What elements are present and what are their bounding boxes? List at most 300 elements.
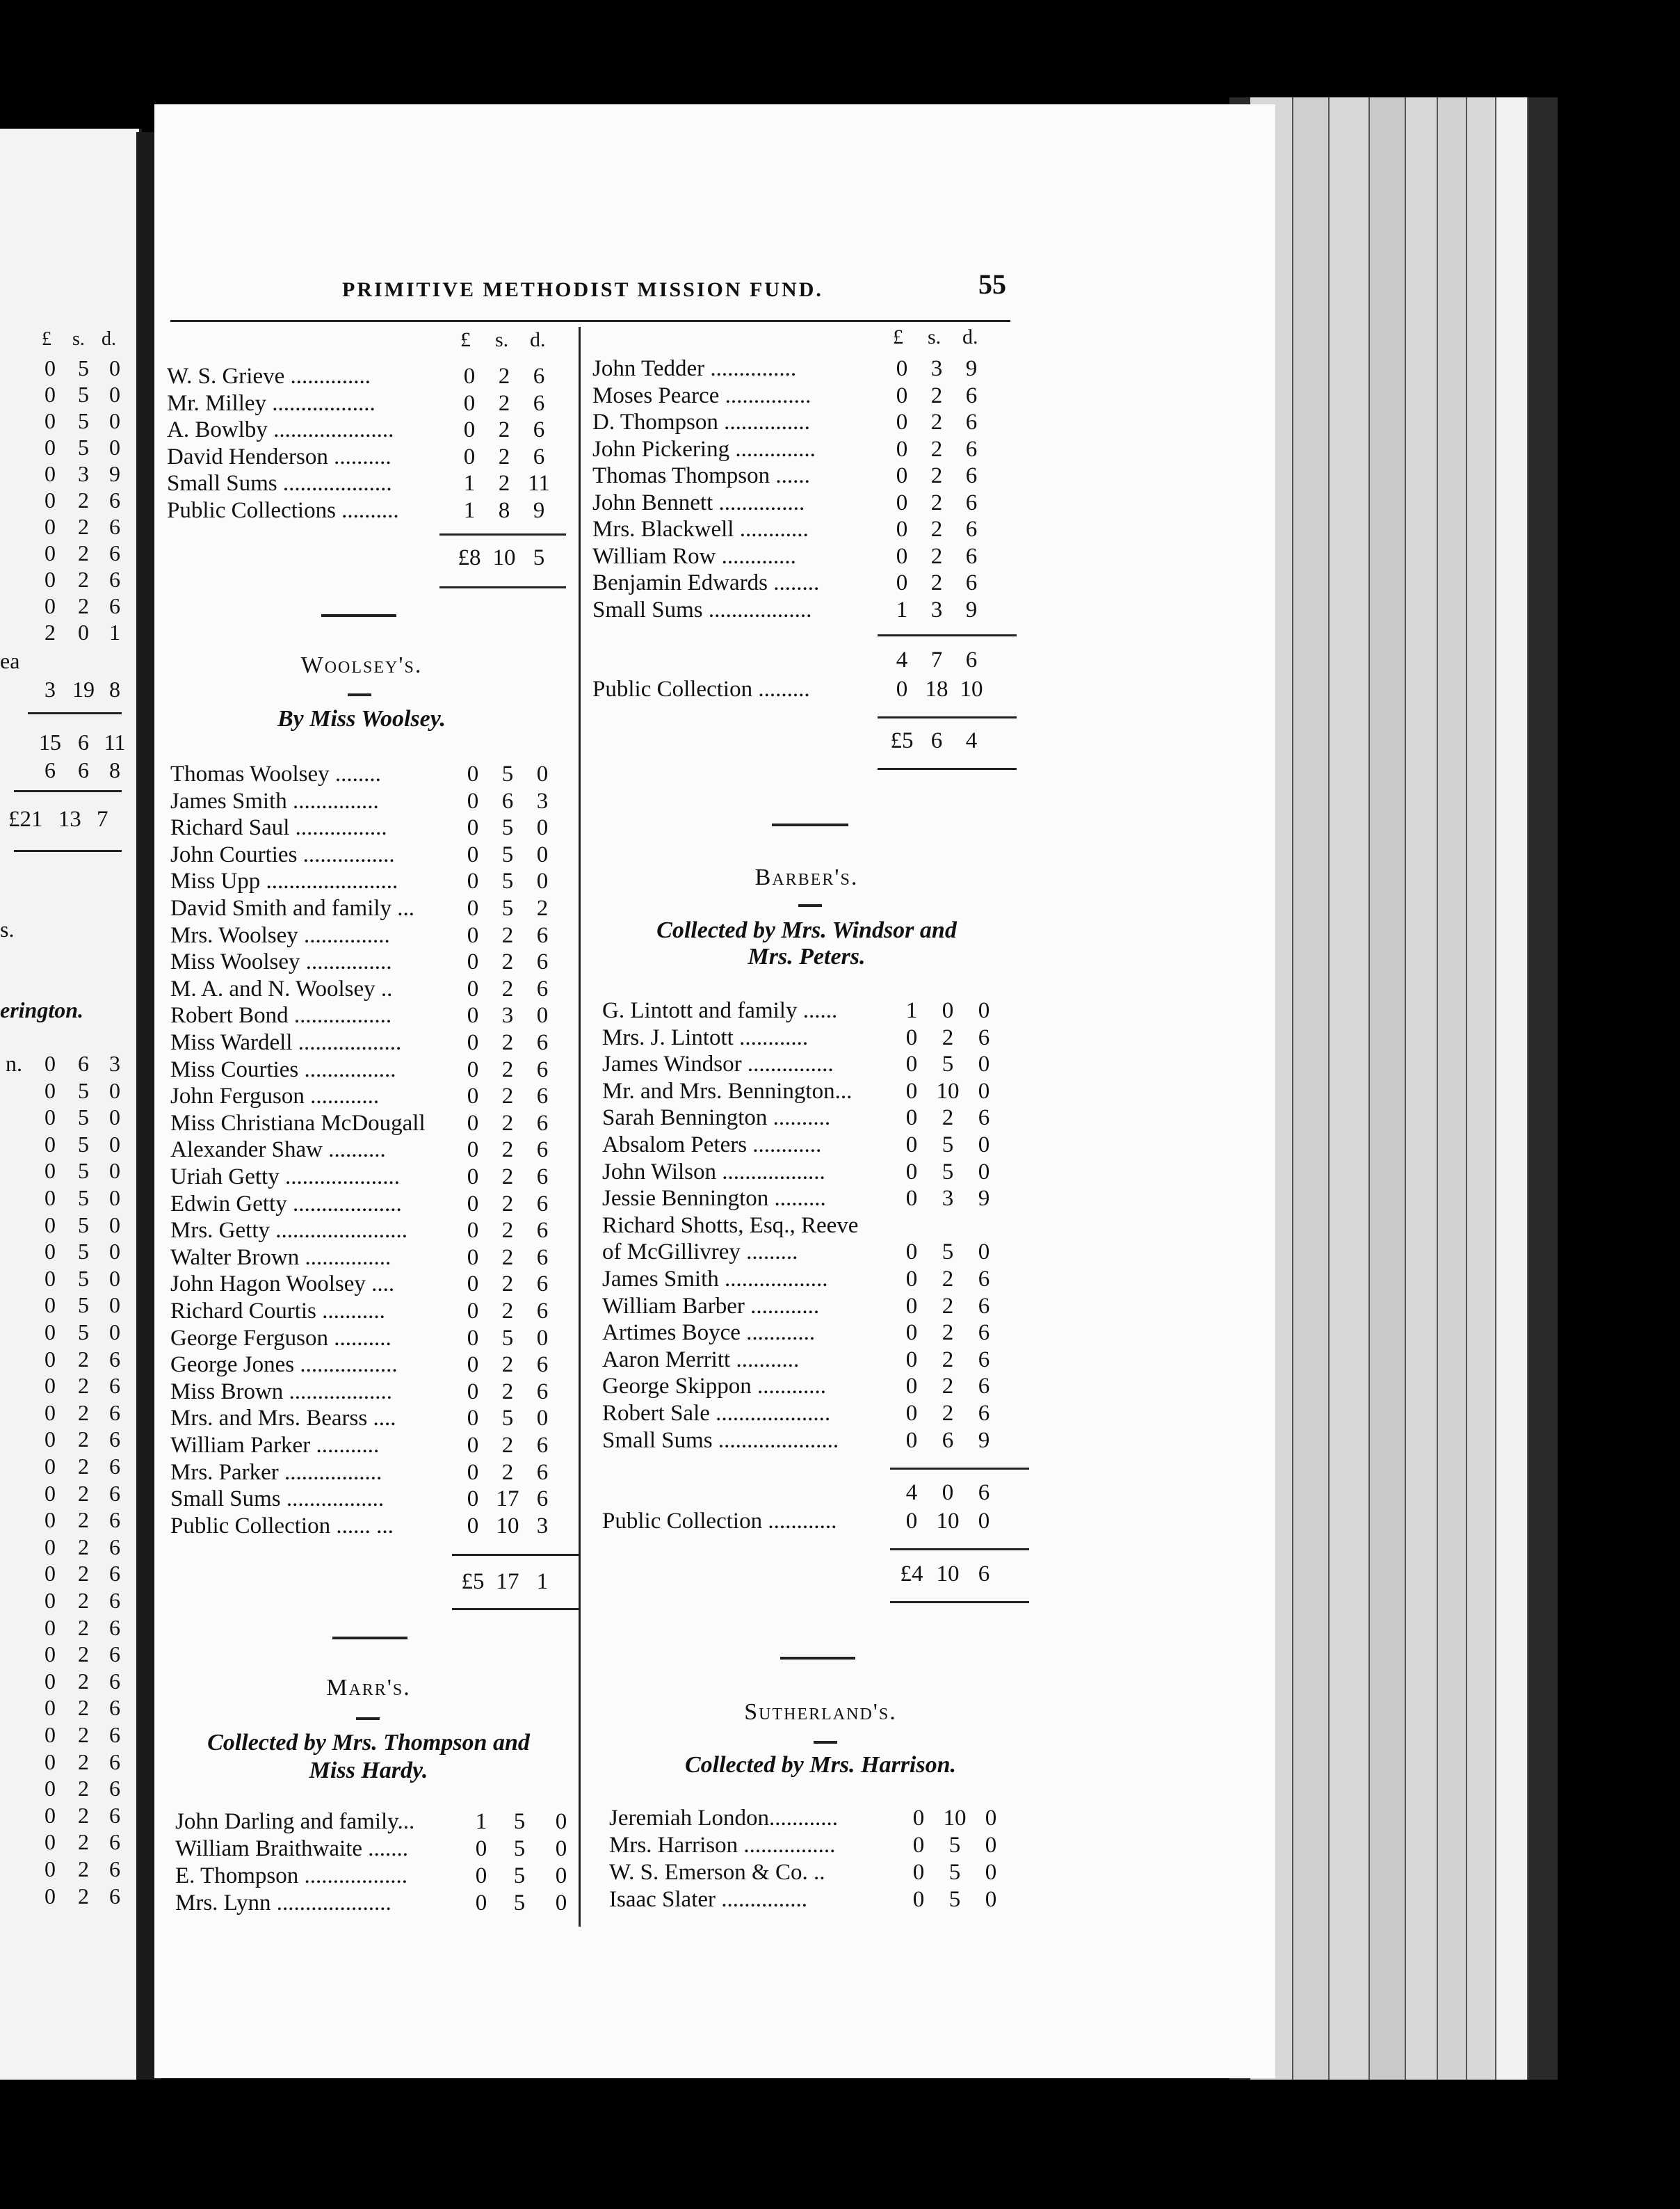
pounds-value: 0 — [467, 1057, 479, 1082]
shillings-value: 2 — [78, 1534, 89, 1559]
shillings-value: 2 — [942, 1267, 954, 1292]
ledger-row — [170, 1298, 560, 1324]
shillings-value: 5 — [501, 1325, 514, 1351]
pounds-value: 0 — [905, 1078, 918, 1104]
section-title-barber: Barber's. — [754, 865, 859, 890]
pence-value: 6 — [978, 1561, 990, 1587]
pence-value: 3 — [536, 788, 549, 814]
ledger-row — [602, 1185, 1001, 1212]
shillings-value: 3 — [942, 1186, 954, 1212]
contributor-name: Richard Shotts, Esq., Reeve — [602, 1212, 859, 1238]
pounds-value: 0 — [467, 815, 479, 841]
pence-value: 6 — [109, 1802, 120, 1828]
pence-value: 0 — [109, 1077, 120, 1103]
pence-value: 11 — [104, 730, 126, 755]
pence-value: 6 — [109, 1829, 120, 1855]
contributor-name: Public Collection ......... — [592, 677, 810, 702]
pence-value: 6 — [978, 1480, 990, 1505]
contributor-name: of McGillivrey ......... — [602, 1239, 798, 1265]
pence-value: 1 — [109, 620, 120, 645]
ledger-row — [602, 1319, 1001, 1346]
shillings-value: 2 — [501, 1433, 514, 1458]
pounds-value: 0 — [45, 1614, 56, 1640]
separator — [772, 824, 848, 826]
pence-value: 6 — [109, 1373, 120, 1399]
pounds-value: 0 — [45, 355, 56, 380]
pence-value: 6 — [109, 1614, 120, 1640]
contributor-name: Edwin Getty ................... — [170, 1191, 402, 1216]
shillings-value: 5 — [78, 1185, 89, 1210]
ledger-row — [0, 1265, 139, 1292]
shillings-value: 2 — [930, 490, 943, 515]
section-collector-barber: Collected by Mrs. Windsor and — [656, 917, 957, 943]
shillings-value: 2 — [501, 1271, 514, 1297]
pence-value: 6 — [109, 1776, 120, 1801]
shillings-value: 5 — [942, 1052, 954, 1077]
shillings-value: 3 — [78, 461, 89, 486]
pence-value: 0 — [978, 1052, 990, 1077]
shillings-value: 5 — [513, 1809, 526, 1834]
contributor-name: James Smith .................. — [602, 1267, 828, 1292]
pounds-value: 0 — [475, 1863, 487, 1888]
shillings-value: 6 — [501, 788, 514, 814]
pence-value: 0 — [109, 355, 120, 380]
pence-value: 9 — [965, 597, 978, 622]
ledger-row — [0, 1212, 139, 1238]
contributor-name: Jessie Bennington ......... — [602, 1186, 826, 1212]
pence-value: 0 — [555, 1836, 567, 1861]
ledger-row — [0, 1157, 139, 1184]
total-rule — [452, 1608, 579, 1610]
ledger-row — [0, 1480, 139, 1507]
shillings-value: 2 — [501, 1191, 514, 1216]
contributor-name: Miss Christiana McDougall — [170, 1110, 426, 1136]
pence-value: 6 — [109, 567, 120, 592]
pence-value: 6 — [536, 1271, 549, 1297]
pence-value: 6 — [536, 1244, 549, 1270]
pounds-value: 1 — [905, 998, 918, 1023]
pounds-value: 0 — [45, 1346, 56, 1372]
shillings-value: 6 — [78, 730, 89, 755]
pence-value: 6 — [978, 1025, 990, 1050]
pence-value: 2 — [536, 896, 549, 921]
contributor-name: Mrs. Parker ................. — [170, 1459, 382, 1485]
pence-value: 0 — [109, 1319, 120, 1344]
pounds-value: 0 — [905, 1427, 918, 1453]
sum-rule — [452, 1554, 579, 1556]
pounds-value: £8 — [458, 545, 481, 570]
running-head: PRIMITIVE METHODIST MISSION FUND. — [342, 278, 823, 301]
pence-value: 8 — [109, 677, 120, 702]
pounds-value: 0 — [467, 1191, 479, 1216]
ledger-row — [0, 1829, 139, 1855]
ledger-row — [592, 355, 989, 382]
pounds-value: 0 — [467, 788, 479, 814]
pence-value: 6 — [965, 383, 978, 408]
ledger-row — [167, 497, 556, 524]
pounds-value: 0 — [467, 762, 479, 787]
pounds-value: 0 — [905, 1509, 918, 1534]
ledger-row — [609, 1805, 1008, 1831]
pence-value: 0 — [109, 1212, 120, 1237]
pounds-value: 0 — [45, 1883, 56, 1909]
pounds-value: 0 — [45, 1373, 56, 1399]
contributor-name: William Barber ............ — [602, 1293, 820, 1319]
pence-value: 6 — [965, 543, 978, 569]
pounds-value: 0 — [896, 490, 908, 515]
pounds-value: 0 — [45, 1776, 56, 1801]
pence-value: 6 — [978, 1374, 990, 1399]
pence-value: 0 — [985, 1806, 997, 1831]
contributor-name: Small Sums ................. — [170, 1486, 385, 1512]
pounds-value: 0 — [905, 1105, 918, 1131]
pence-value: 6 — [109, 1561, 120, 1587]
sum-rule — [28, 712, 122, 714]
section-title-marr: Marr's. — [326, 1675, 411, 1701]
ledger-row — [0, 1641, 139, 1667]
ledger-row — [175, 1863, 579, 1889]
ledger-row — [170, 1351, 560, 1378]
shillings-value: 10 — [936, 1078, 960, 1104]
pounds-value: 1 — [896, 597, 908, 622]
contributor-name: James Smith ............... — [170, 788, 379, 814]
ledger-row — [170, 842, 560, 868]
pounds-value: 0 — [905, 1239, 918, 1265]
pence-value: 0 — [985, 1833, 997, 1858]
pounds-value: 0 — [45, 1104, 56, 1130]
pence-value: 9 — [533, 497, 545, 523]
shillings-value: 6 — [930, 728, 943, 753]
pence-value: 6 — [536, 1164, 549, 1189]
shillings-value: 2 — [78, 1802, 89, 1828]
ledger-row — [170, 1029, 560, 1056]
shillings-value: 2 — [78, 540, 89, 565]
separator — [321, 614, 396, 617]
shillings-value: 2 — [501, 1110, 514, 1136]
ledger-row — [175, 1808, 579, 1835]
pounds-value: 0 — [467, 1513, 479, 1539]
ledger-row — [170, 1405, 560, 1431]
contributor-name: David Henderson .......... — [167, 444, 391, 469]
pence-value: 6 — [978, 1401, 990, 1426]
ledger-row — [592, 409, 989, 435]
pounds-value: 0 — [463, 364, 476, 389]
contributor-name: Robert Sale .................... — [602, 1401, 831, 1426]
shillings-value: 2 — [501, 1030, 514, 1055]
ledger-row — [170, 868, 560, 894]
ledger-row — [170, 788, 560, 814]
shillings-value: 2 — [501, 1299, 514, 1324]
text-fragment: erington. — [0, 997, 84, 1022]
pence-value: 6 — [109, 1480, 120, 1506]
pence-value: 0 — [536, 815, 549, 841]
pence-value: 0 — [109, 1131, 120, 1157]
ledger-row — [0, 1131, 139, 1157]
pounds-value: £5 — [890, 728, 914, 753]
pounds-value: 0 — [467, 1003, 479, 1029]
ledger-row — [0, 676, 139, 702]
contributor-name: Artimes Boyce ............ — [602, 1320, 816, 1346]
contributor-name: Sarah Bennington .......... — [602, 1105, 831, 1131]
contributor-name: Uriah Getty .................... — [170, 1164, 400, 1189]
sum-rule — [14, 790, 122, 792]
contributor-name: Isaac Slater ............... — [609, 1887, 807, 1912]
pounds-value: 0 — [45, 593, 56, 618]
ledger-row — [602, 1212, 1001, 1239]
pounds-value: 0 — [45, 1454, 56, 1479]
shillings-value: 2 — [78, 1507, 89, 1533]
contributor-name: Moses Pearce ............... — [592, 383, 811, 408]
sum-rule — [890, 1468, 1029, 1470]
shillings-value: 5 — [78, 1292, 89, 1318]
shillings-value: 2 — [501, 1352, 514, 1378]
shillings-value: 2 — [501, 1218, 514, 1244]
ledger-row — [602, 1347, 1001, 1373]
total-rule — [878, 768, 1017, 770]
pounds-value: 0 — [463, 390, 476, 416]
pounds-value: 0 — [896, 570, 908, 595]
pence-value: 6 — [109, 514, 120, 539]
contributor-name: John Courties ................ — [170, 842, 395, 867]
pounds-value: 0 — [45, 1319, 56, 1344]
shillings-value: 5 — [78, 1212, 89, 1237]
ledger-row — [0, 1346, 139, 1372]
text-fragment: n. — [6, 1051, 22, 1076]
contributor-name: George Ferguson .......... — [170, 1325, 391, 1351]
ledger-row — [170, 1191, 560, 1217]
shillings-value: 2 — [78, 1373, 89, 1399]
pounds-value: 0 — [45, 514, 56, 539]
shillings-value: 2 — [498, 417, 510, 442]
pounds-value: 0 — [45, 1561, 56, 1587]
pounds-value: 0 — [467, 1379, 479, 1404]
shillings-value: 3 — [501, 1003, 514, 1029]
ledger-row — [0, 1749, 139, 1775]
title-dash — [356, 1717, 380, 1720]
shillings-value: 5 — [78, 355, 89, 380]
ledger-row — [170, 949, 560, 975]
contributor-name: John Darling and family... — [175, 1809, 415, 1834]
pounds-heading: £ — [42, 328, 51, 350]
pounds-value: 0 — [467, 1486, 479, 1512]
shillings-value: 2 — [501, 922, 514, 948]
ledger-row — [170, 1164, 560, 1190]
pounds-value: 0 — [467, 896, 479, 921]
shillings-value: 2 — [78, 1480, 89, 1506]
shillings-value: 5 — [78, 435, 89, 460]
contributor-name: George Skippon ............ — [602, 1374, 827, 1399]
shillings-value: 2 — [78, 593, 89, 618]
section-collector-marr-2: Miss Hardy. — [309, 1758, 428, 1783]
pounds-value: 0 — [45, 1185, 56, 1210]
section-collector-marr: Collected by Mrs. Thompson and — [207, 1730, 530, 1756]
shillings-value: 2 — [78, 1454, 89, 1479]
pounds-value: 0 — [463, 417, 476, 442]
ledger-row — [0, 1534, 139, 1560]
pence-value: 6 — [965, 463, 978, 488]
ledger-row — [602, 1266, 1001, 1292]
pence-value: 0 — [109, 1292, 120, 1318]
ledger-row — [0, 593, 139, 619]
pence-value: 6 — [536, 1433, 549, 1458]
ledger-row — [592, 490, 989, 516]
section-title-sutherland: Sutherland's. — [744, 1699, 897, 1725]
shillings-value: 2 — [498, 364, 510, 389]
ledger-row — [0, 1453, 139, 1479]
shillings-value: 0 — [942, 998, 954, 1023]
ledger-row — [0, 1050, 139, 1077]
pence-value: 3 — [109, 1051, 120, 1076]
pounds-value: 0 — [896, 383, 908, 408]
ledger-row — [0, 1856, 139, 1882]
pounds-value: 0 — [467, 1433, 479, 1458]
pence-value: 0 — [978, 1509, 990, 1534]
shillings-value: 17 — [496, 1569, 519, 1594]
column-divider — [579, 327, 581, 1927]
contributor-name: Public Collection ...... ... — [170, 1513, 394, 1539]
pence-value: 6 — [536, 949, 549, 975]
contributor-name: A. Bowlby ..................... — [167, 417, 394, 442]
shillings-value: 18 — [925, 677, 948, 702]
ledger-row — [167, 390, 556, 417]
ledger-row — [592, 570, 989, 596]
pence-value: 0 — [109, 1185, 120, 1210]
ledger-row — [0, 1507, 139, 1533]
contributor-name: William Braithwaite ....... — [175, 1836, 409, 1861]
pounds-value: 0 — [896, 463, 908, 488]
pounds-value: 0 — [475, 1836, 487, 1861]
pence-value: 0 — [109, 1104, 120, 1130]
sum-rule — [878, 634, 1017, 636]
total-rule — [14, 850, 122, 852]
total-row — [170, 1568, 560, 1595]
shillings-value: 2 — [501, 1137, 514, 1163]
separator — [780, 1657, 855, 1660]
pounds-value: 0 — [45, 1534, 56, 1559]
title-dash — [814, 1741, 837, 1744]
pounds-value: 0 — [45, 1399, 56, 1425]
ledger-row — [602, 1051, 1001, 1077]
pence-value: 0 — [978, 1239, 990, 1265]
pence-value: 8 — [109, 757, 120, 782]
shillings-value: 2 — [78, 1856, 89, 1881]
pence-value: 6 — [109, 1534, 120, 1559]
pence-value: 6 — [536, 1084, 549, 1109]
ledger-row — [602, 1104, 1001, 1131]
shillings-value: 2 — [930, 410, 943, 435]
shillings-heading: s. — [928, 326, 942, 348]
ledger-row — [170, 1459, 560, 1486]
ledger-row — [602, 1400, 1001, 1427]
pence-value: 6 — [978, 1267, 990, 1292]
pence-value: 6 — [109, 1883, 120, 1909]
ledger-row — [602, 1025, 1001, 1051]
contributor-name: M. A. and N. Woolsey .. — [170, 976, 393, 1002]
pounds-value: 0 — [45, 1427, 56, 1452]
contributor-name: Mrs. J. Lintott ............ — [602, 1025, 809, 1050]
ledger-row — [167, 417, 556, 443]
pounds-value: 0 — [45, 1265, 56, 1291]
pounds-value: 0 — [467, 922, 479, 948]
shillings-value: 6 — [942, 1427, 954, 1453]
ledger-row — [602, 1293, 1001, 1319]
contributor-name: G. Lintott and family ...... — [602, 998, 838, 1023]
ledger-row — [592, 597, 989, 623]
pence-value: 6 — [109, 1454, 120, 1479]
shillings-value: 2 — [942, 1025, 954, 1050]
pence-value: 6 — [536, 1299, 549, 1324]
ledger-row — [170, 1432, 560, 1459]
pence-value: 6 — [109, 1427, 120, 1452]
ledger-row — [0, 513, 139, 540]
subtotal-row — [0, 729, 139, 755]
shillings-value: 5 — [501, 762, 514, 787]
page-edges — [1229, 97, 1558, 2080]
pounds-value: 0 — [467, 1352, 479, 1378]
contributor-name: Small Sums ..................... — [602, 1427, 839, 1453]
ledger-row — [170, 1057, 560, 1083]
ledger-row — [170, 1271, 560, 1297]
contributor-name: Miss Brown .................. — [170, 1379, 393, 1404]
pounds-value: 0 — [467, 1406, 479, 1431]
contributor-name: D. Thompson ............... — [592, 410, 810, 435]
shillings-value: 2 — [501, 1379, 514, 1404]
pence-value: 0 — [978, 1159, 990, 1184]
ledger-row — [0, 1238, 139, 1264]
contributor-name: John Pickering .............. — [592, 436, 816, 462]
pence-value: 0 — [109, 382, 120, 407]
ledger-row — [602, 1159, 1001, 1185]
sum-rule — [439, 533, 566, 536]
pence-value: 0 — [536, 1406, 549, 1431]
pence-value: 0 — [536, 842, 549, 867]
shillings-value: 2 — [930, 436, 943, 462]
pence-value: 6 — [536, 1057, 549, 1082]
ledger-row — [175, 1836, 579, 1862]
shillings-value: 10 — [936, 1509, 960, 1534]
contributor-name: Richard Courtis ........... — [170, 1299, 385, 1324]
ledger-row — [0, 1184, 139, 1211]
shillings-value: 2 — [78, 1749, 89, 1774]
ledger-row — [170, 1325, 560, 1351]
pounds-value: 0 — [45, 567, 56, 592]
ledger-row — [170, 1486, 560, 1512]
ledger-row — [0, 1614, 139, 1641]
ledger-row — [0, 434, 139, 460]
pounds-value: 0 — [905, 1374, 918, 1399]
contributor-name: Thomas Thompson ...... — [592, 463, 810, 488]
total-row: £21 13 7 — [8, 807, 108, 832]
ledger-row — [0, 566, 139, 593]
pence-value: 6 — [536, 1352, 549, 1378]
pounds-value: 0 — [467, 842, 479, 867]
ledger-row — [0, 1668, 139, 1694]
pounds-value: 0 — [45, 1292, 56, 1318]
shillings-value: 2 — [78, 1829, 89, 1855]
pence-value: 0 — [109, 435, 120, 460]
shillings-value: 5 — [513, 1890, 526, 1915]
pounds-value: £4 — [900, 1561, 923, 1587]
ledger-row — [592, 516, 989, 543]
pounds-value: 0 — [912, 1887, 925, 1912]
pounds-value: 0 — [45, 1641, 56, 1667]
ledger-row — [602, 997, 1001, 1024]
shillings-value: 2 — [78, 1588, 89, 1613]
pounds-value: 1 — [463, 471, 476, 496]
pounds-value: 0 — [905, 1293, 918, 1319]
head-rule — [170, 320, 1010, 322]
contributor-name: Small Sums ................... — [167, 471, 392, 496]
